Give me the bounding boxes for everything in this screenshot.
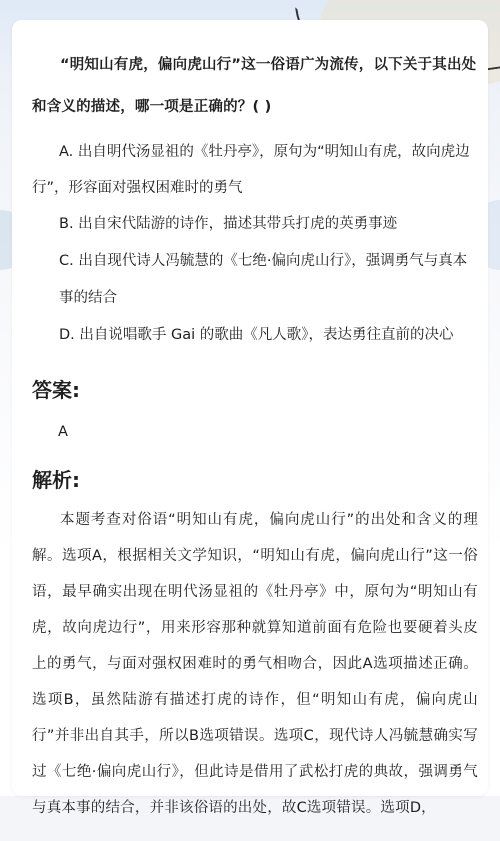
options-list (32, 134, 478, 354)
option-a: A. 出自明代汤显祖的《牡丹亭》，原句为“明知山有虎，故向虎边行”，形容面对强权困难时的勇气 (32, 144, 470, 196)
analysis-text: 本题考查对俗语“明知山有虎，偏向虎山行”的出处和含义的理解。选项A，根据相关文学知识，“明知山有虎，偏向虎山行”这一俗语，最早确实出现在明代汤显祖的《牡丹亭》中，原句为“明知山有虎，故向虎边行”，用来形容那种就算知道前面有危险也要硬着头皮上的勇气，与面对强权困难时的勇气相吻合，因此A选项描述正确。选项B，虽然陆游有描述打虎的诗作，但“明知山有虎，偏向虎山行”并非出自其手，所以B选项错误。选项C，现代诗人冯毓慧确实写过《七绝·偏向虎山行》，但此诗是借用了武松打虎的典故，强调勇气与真本事的结合，并非该俗语的出处，故C选项错误。选项D， (32, 512, 478, 816)
answer-value: A (58, 424, 68, 440)
analysis-title: 解析: (32, 468, 80, 492)
answer-title: 答案: (32, 378, 80, 402)
option-c: C. 出自现代诗人冯毓慧的《七绝·偏向虎山行》，强调勇气与真本事的结合 (59, 253, 468, 306)
question-stem: “明知山有虎，偏向虎山行”这一俗语广为流传，以下关于其出处和含义的描述，哪一项是正确的？( ) (32, 57, 477, 115)
option-b: B. 出自宋代陆游的诗作，描述其带兵打虎的英勇事迹 (59, 216, 398, 232)
question-content (32, 44, 478, 841)
option-d: D. 出自说唱歌手 Gai 的歌曲《凡人歌》，表达勇往直前的决心 (59, 327, 454, 343)
